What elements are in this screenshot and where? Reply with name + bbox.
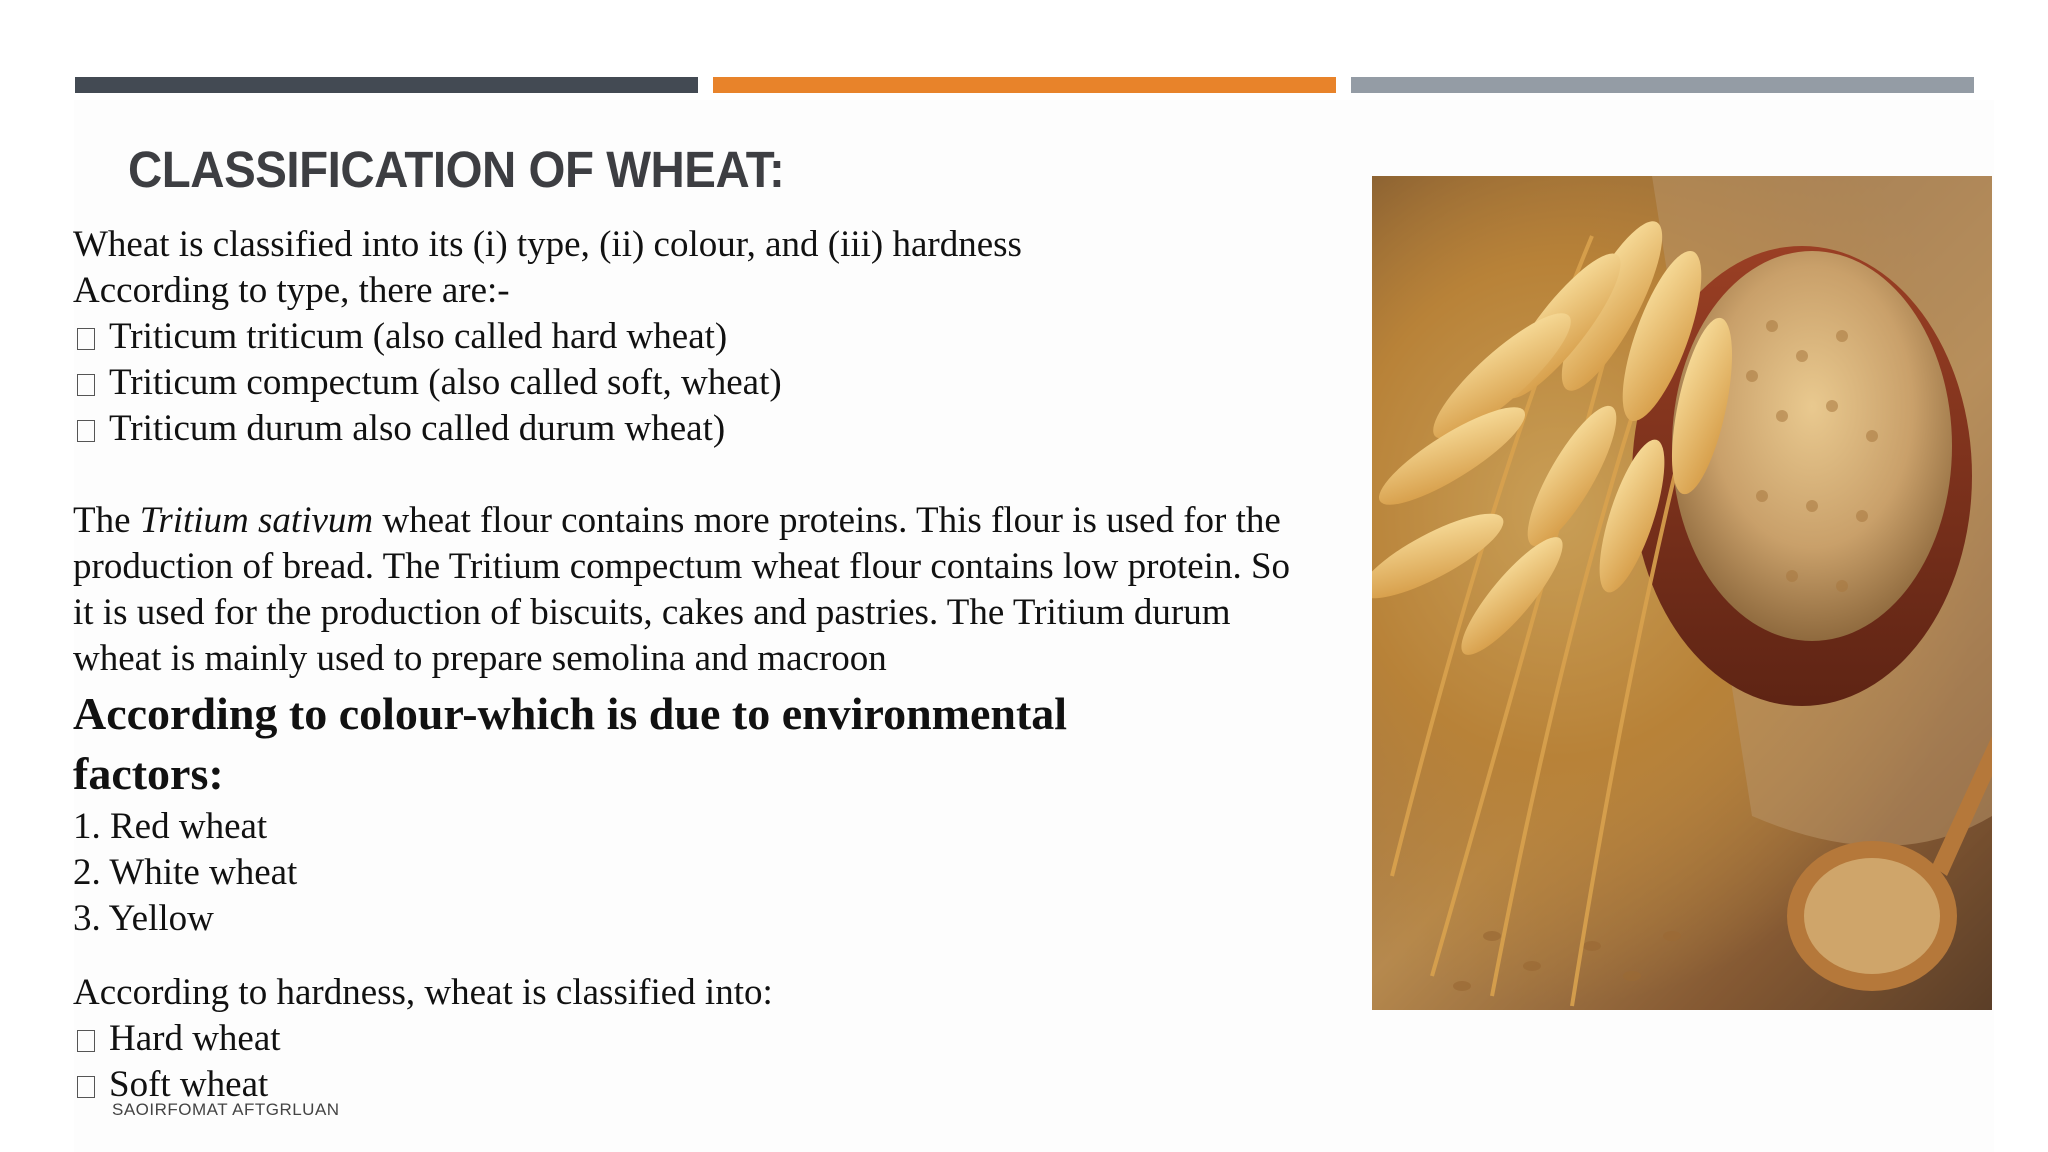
accent-bar-orange bbox=[713, 77, 1336, 93]
description-paragraph: The Tritium sativum wheat flour contains more proteins. This flour is used for the production of bread. The Tritium compectum wheat flour contains low protein. So it is used for the production of biscuits, cakes and pastries. The Tritium durum wheat is mainly used to prepare semolina and macroon bbox=[73, 500, 1291, 679]
checkbox-icon bbox=[77, 1030, 95, 1052]
species-name: Tritium sativum bbox=[139, 500, 374, 541]
slide-body bbox=[73, 222, 1343, 1108]
list-item: Hard wheat bbox=[73, 1016, 1343, 1062]
list-item: Soft wheat bbox=[73, 1062, 1343, 1108]
wheat-photo bbox=[1372, 176, 1992, 1010]
list-item: Triticum triticum (also called hard wheat) bbox=[73, 314, 1343, 360]
checkbox-icon bbox=[77, 420, 95, 442]
accent-bar-gray bbox=[1351, 77, 1974, 93]
intro-line: Wheat is classified into its (i) type, (ii) colour, and (iii) hardness bbox=[73, 224, 1022, 265]
checkbox-icon bbox=[77, 374, 95, 396]
slide-footer: SAOIRFOMAT AFTGRLUAN bbox=[112, 1100, 340, 1119]
list-item: 1. Red wheat bbox=[73, 806, 268, 847]
checkbox-icon bbox=[77, 1076, 95, 1098]
list-item: Triticum durum also called durum wheat) bbox=[73, 406, 1343, 452]
type-intro-line: According to type, there are:- bbox=[73, 270, 510, 311]
list-item: Triticum compectum (also called soft, wheat) bbox=[73, 360, 1343, 406]
wheat-illustration bbox=[1372, 176, 1992, 1010]
list-item: 2. White wheat bbox=[73, 852, 298, 893]
list-item: 3. Yellow bbox=[73, 898, 214, 939]
checkbox-icon bbox=[77, 328, 95, 350]
slide-title: CLASSIFICATION OF WHEAT: bbox=[128, 141, 785, 198]
colour-heading: According to colour-which is due to environmental factors: bbox=[73, 688, 1068, 799]
hardness-intro-line: According to hardness, wheat is classified into: bbox=[73, 972, 773, 1013]
accent-bar-dark bbox=[75, 77, 698, 93]
